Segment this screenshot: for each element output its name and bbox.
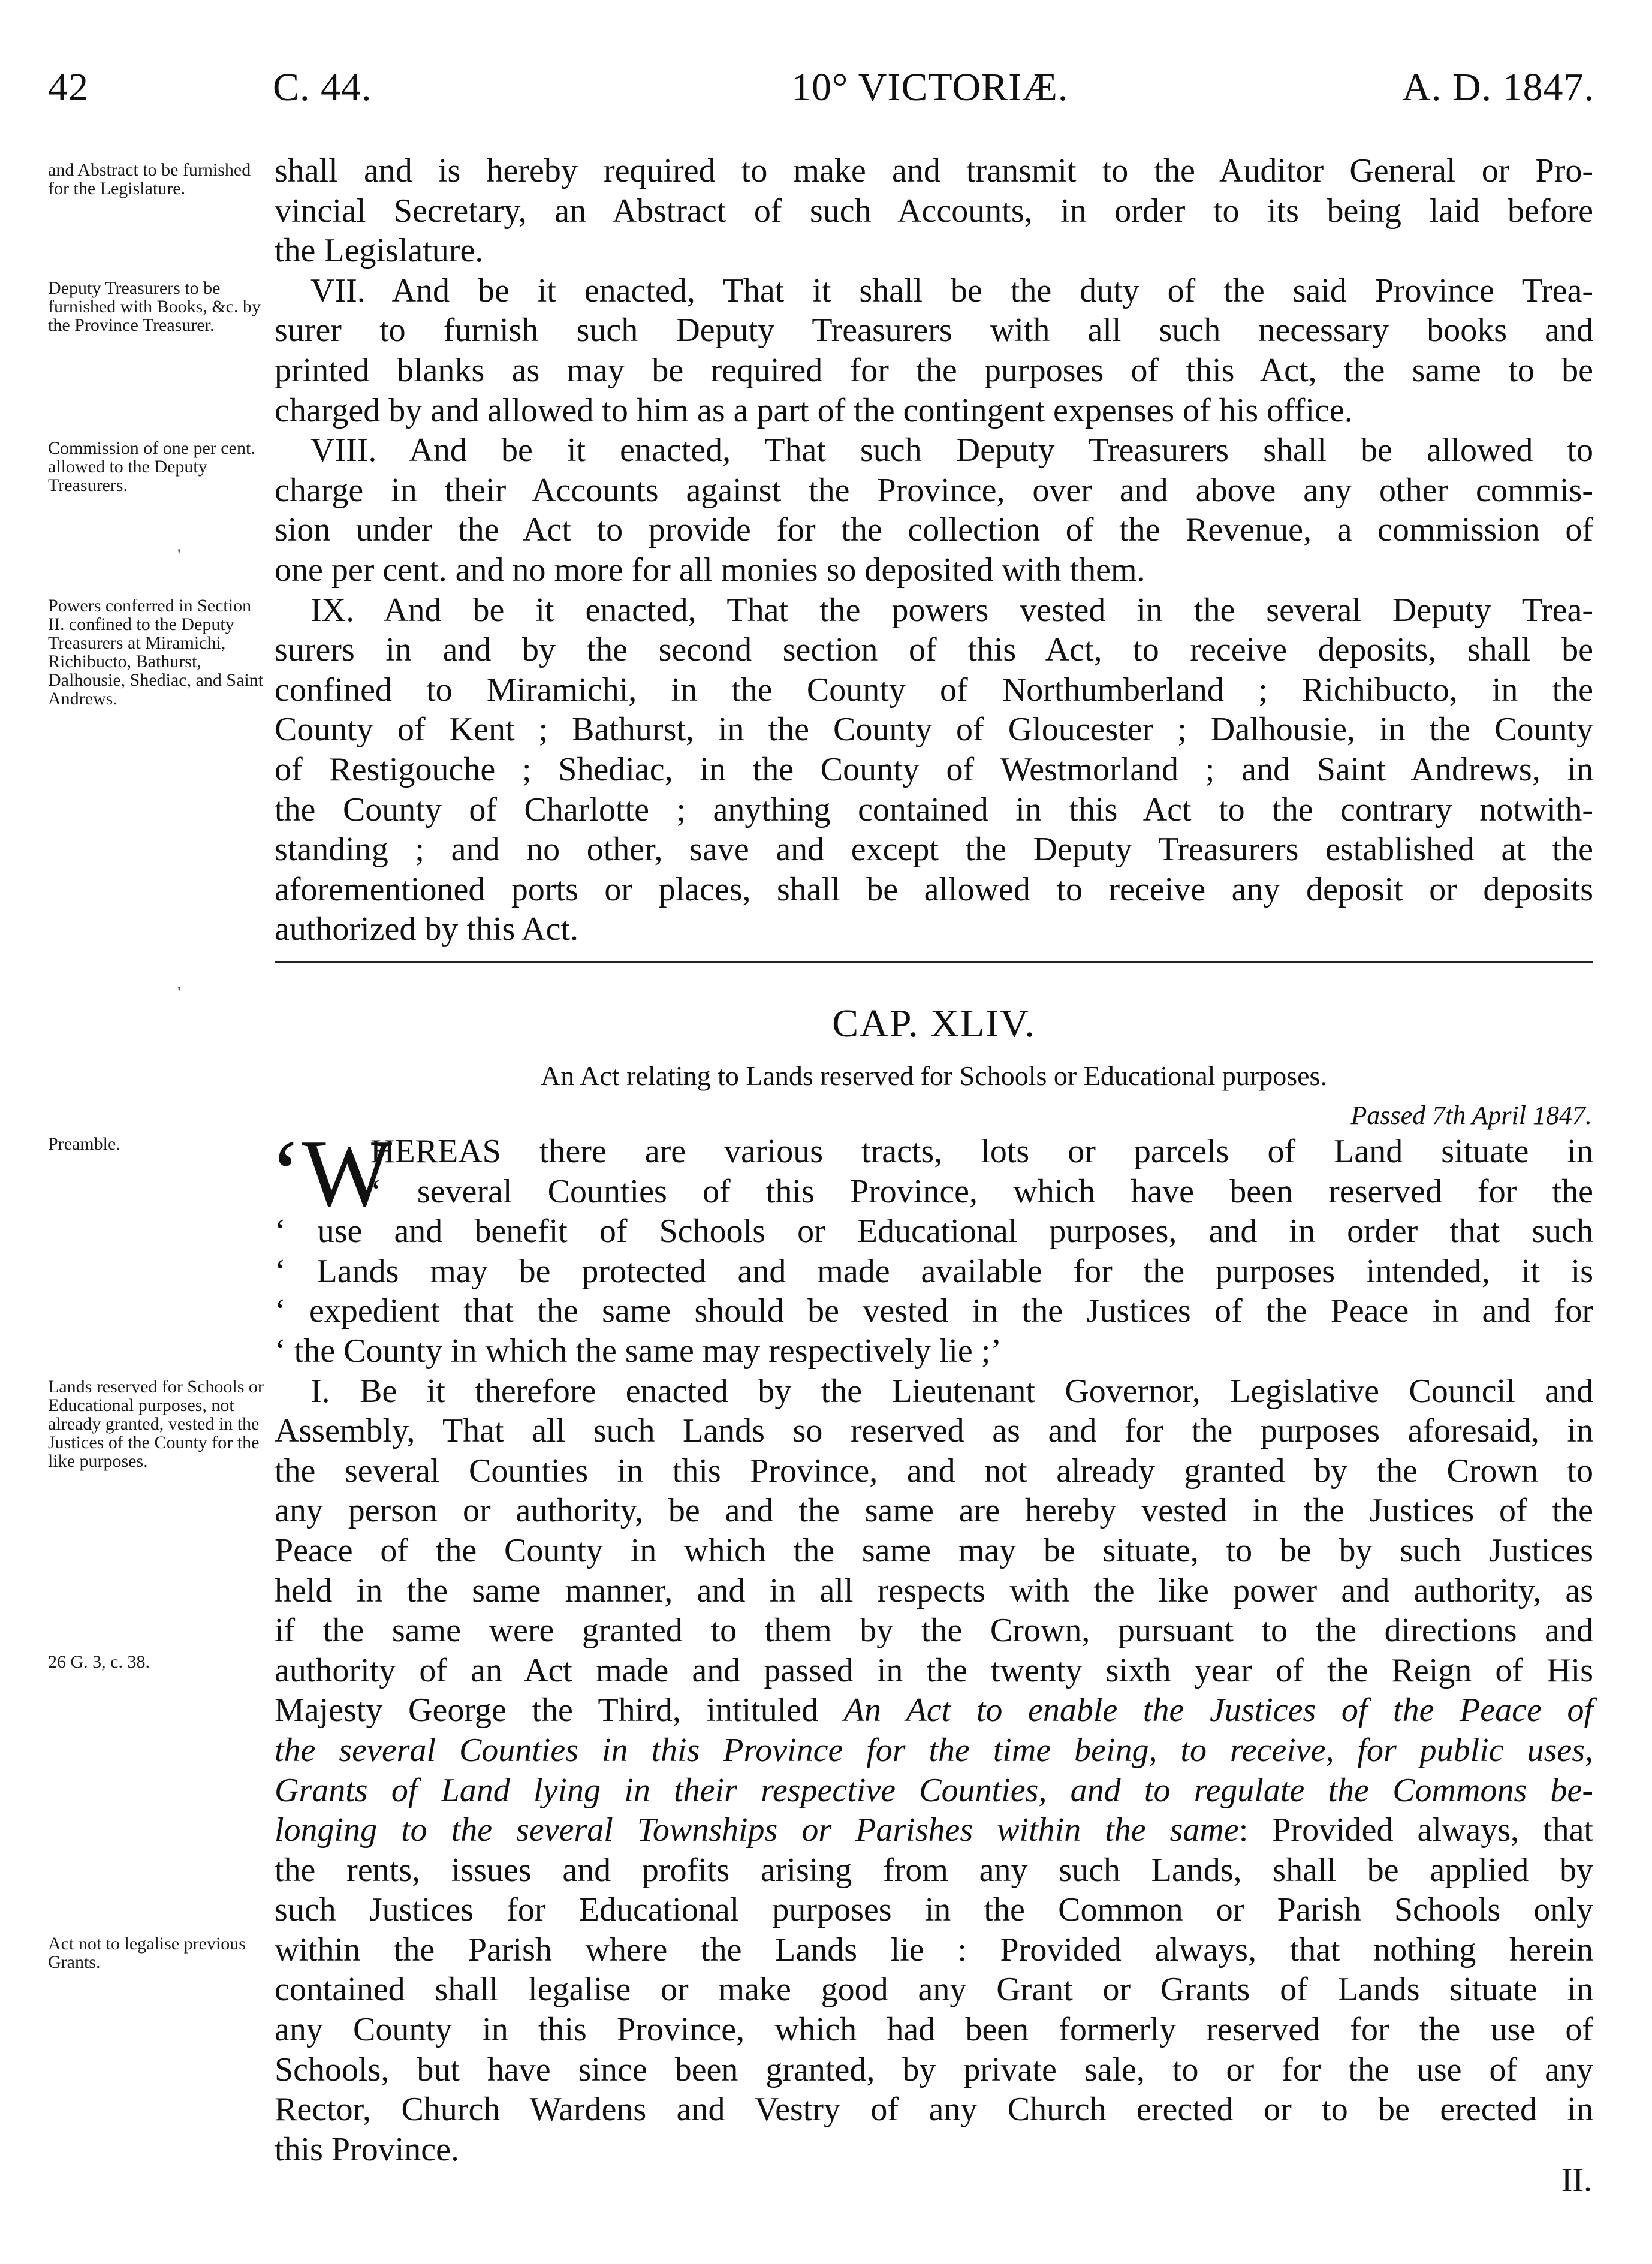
section-i-line: any person or authority, be and the same are hereby vested in the Justices of the xyxy=(275,1492,1593,1530)
section-ix-line: surers in and by the second section of this Act, to receive deposits, shall be xyxy=(275,631,1593,669)
section-i-line: Schools, but have since been granted, by private sale, to or for the use of any xyxy=(275,2051,1593,2088)
section-i-line: such Justices for Educational purposes in the Common or Parish Schools only xyxy=(275,1891,1593,1929)
reign-title: 10° VICTORIÆ. xyxy=(791,65,1069,109)
section-i-line: Peace of the County in which the same may be situate, to be by such Justices xyxy=(275,1532,1593,1569)
section-i-text: Majesty George the Third, intituled xyxy=(275,1692,819,1729)
act-title-line: Grants of Land lying in their respective Counties, and to regulate the Commons be- xyxy=(275,1771,1593,1809)
upper-text-block xyxy=(275,151,1593,949)
section-i-line: if the same were granted to them by the Crown, pursuant to the directions and xyxy=(275,1612,1593,1650)
year-label: A. D. 1847. xyxy=(1402,65,1594,109)
section-vii-line: VII. And be it enacted, That it shall be the duty of the said Province Trea- xyxy=(310,272,1593,309)
section-viii-line: one per cent. and no more for all monies so deposited with them. xyxy=(275,551,1145,589)
chapter-number: C. 44. xyxy=(273,65,372,109)
section-viii-line: VIII. And be it enacted, That such Deputy Treasurers shall be allowed to xyxy=(310,432,1593,469)
chapter-title: CAP. XLIV. xyxy=(832,1002,1036,1045)
section-i-line: Rector, Church Wardens and Vestry of any Church erected or to be erected in xyxy=(275,2091,1593,2129)
section-i-line: within the Parish where the Lands lie : Provided always, that nothing herein xyxy=(275,1931,1593,1968)
section-i-line: I. Be it therefore enacted by the Lieutenant Governor, Legislative Council and xyxy=(310,1372,1593,1410)
lower-text-block xyxy=(275,1132,1593,2169)
text-line: the Legislature. xyxy=(275,232,484,270)
section-vii-line: surer to furnish such Deputy Treasurers with all such necessary books and xyxy=(275,312,1593,349)
section-vii-line: charged by and allowed to him as a part of the contingent expenses of his office. xyxy=(275,391,1353,429)
section-i-line xyxy=(275,1810,1593,1850)
section-ix-line: IX. And be it enacted, That the powers vested in the several Deputy Trea- xyxy=(310,591,1593,629)
page-number: 42 xyxy=(48,65,89,109)
preamble-line: HEREAS there are various tracts, lots or parcels of Land situate in xyxy=(370,1133,1593,1170)
chapter-divider xyxy=(275,961,1593,963)
preamble-line: ‘ expedient that the same should be vested in the Justices of the Peace in and for xyxy=(275,1292,1593,1330)
margin-note-lands: Lands reserved for Schools or Educational purposes, not already granted, vested in the Justices of the County for the like purposes. xyxy=(48,1377,264,1471)
section-ix-line: standing ; and no other, save and except the Deputy Treasurers established at the xyxy=(275,831,1593,869)
section-i-line: the several Counties in this Province, and not already granted by the Crown to xyxy=(275,1452,1593,1490)
margin-note-preamble: Preamble. xyxy=(48,1134,120,1154)
margin-note-commission: Commission of one per cent. allowed to the Deputy Treasurers. xyxy=(48,438,255,495)
preamble-line: ‘ Lands may be protected and made available for the purposes intended, it is xyxy=(275,1252,1593,1290)
section-i-line: contained shall legalise or make good any Grant or Grants of Lands situate in xyxy=(275,1971,1593,2009)
act-title-line: the several Counties in this Province for the time being, to receive, for public uses, xyxy=(275,1731,1593,1769)
section-i-line: authority of an Act made and passed in the twenty sixth year of the Reign of His xyxy=(275,1651,1593,1689)
catchword: II. xyxy=(1561,2161,1592,2199)
section-vii-line: printed blanks as may be required for the purposes of this Act, the same to be xyxy=(275,351,1593,389)
margin-note-not-legalise: Act not to legalise previous Grants. xyxy=(48,1934,246,1972)
preamble-line: ‘ several Counties of this Province, which have been reserved for the xyxy=(370,1172,1593,1210)
section-ix-line: confined to Miramichi, in the County of Northumberland ; Richibucto, in the xyxy=(275,671,1593,709)
section-ix-line: County of Kent ; Bathurst, in the County of Gloucester ; Dalhousie, in the County xyxy=(275,711,1593,749)
section-viii-line: sion under the Act to provide for the collection of the Revenue, a commission of xyxy=(275,511,1593,549)
text-line: shall and is hereby required to make and transmit to the Auditor General or Pro- xyxy=(275,152,1593,189)
section-ix-line: authorized by this Act. xyxy=(275,911,579,948)
section-i-line xyxy=(275,1690,1593,1731)
print-speck: ' xyxy=(177,983,181,1003)
print-speck: ' xyxy=(177,545,181,565)
margin-note-deputy-books: Deputy Treasurers to be furnished with Books, &c. by the Province Treasurer. xyxy=(48,278,261,335)
section-i-line: the rents, issues and profits arising from any such Lands, shall be applied by xyxy=(275,1851,1593,1889)
margin-note-powers: Powers conferred in Section II. confined to the Deputy Treasurers at Miramichi, Richibucto, Bathurst, Dalhousie, Shediac, and Saint Andrews. xyxy=(48,596,264,709)
section-viii-line: charge in their Accounts against the Province, over and above any other commis- xyxy=(275,471,1593,509)
running-header xyxy=(48,65,1594,119)
margin-note-abstract: and Abstract to be furnished for the Legislature. xyxy=(48,160,251,198)
section-i-line: this Province. xyxy=(275,2130,459,2168)
section-ix-line: the County of Charlotte ; anything contained in this Act to the contrary notwith- xyxy=(275,791,1593,828)
section-i-text: : Provided always, that xyxy=(1238,1811,1593,1849)
section-i-line: Assembly, That all such Lands so reserved as and for the purposes aforesaid, in xyxy=(275,1412,1593,1450)
section-i-line: any County in this Province, which had been formerly reserved for the use of xyxy=(275,2011,1593,2049)
act-title-text: An Act to enable the Justices of the Peace of xyxy=(843,1692,1593,1729)
chapter-subtitle: An Act relating to Lands reserved for Schools or Educational purposes. xyxy=(541,1060,1327,1091)
section-ix-line: of Restigouche ; Shediac, in the County of Westmorland ; and Saint Andrews, in xyxy=(275,750,1593,788)
text-line: vincial Secretary, an Abstract of such Accounts, in order to its being laid before xyxy=(275,192,1593,230)
margin-note-statute: 26 G. 3, c. 38. xyxy=(48,1652,150,1672)
section-i-line: held in the same manner, and in all respects with the like power and authority, as xyxy=(275,1572,1593,1609)
act-title-text: longing to the several Townships or Parishes within the same xyxy=(275,1811,1239,1849)
passed-date: Passed 7th April 1847. xyxy=(1350,1101,1592,1130)
drop-cap: ‘W xyxy=(270,1120,393,1226)
preamble-line: ‘ use and benefit of Schools or Educational purposes, and in order that such xyxy=(275,1213,1593,1250)
preamble-line: ‘ the County in which the same may respectively lie ;’ xyxy=(275,1332,1002,1370)
section-ix-line: aforementioned ports or places, shall be allowed to receive any deposit or deposits xyxy=(275,870,1593,908)
